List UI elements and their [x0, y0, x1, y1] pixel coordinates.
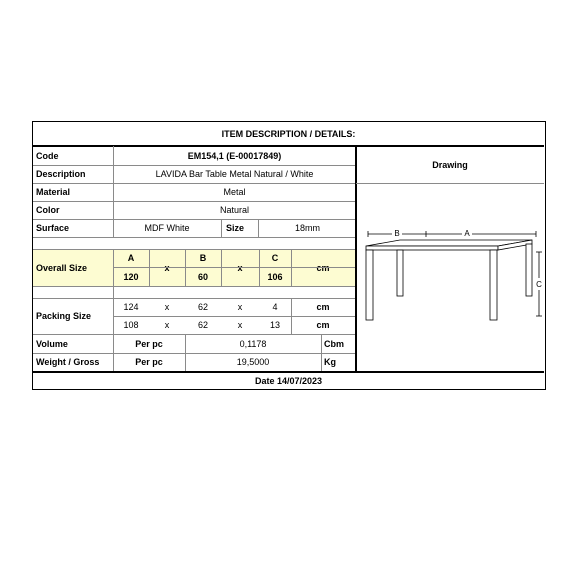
dim-b-header: B — [199, 253, 207, 263]
weight-value: 19,5000 — [236, 357, 270, 367]
box2-a: 108 — [123, 320, 139, 330]
description-value: LAVIDA Bar Table Metal Natural / White — [155, 169, 314, 179]
times-sign: x — [164, 302, 170, 312]
box1-a: 124 — [123, 302, 139, 312]
dim-a-label: A — [464, 229, 470, 238]
surface-value: MDF White — [144, 223, 190, 233]
dim-b-label: B — [394, 229, 400, 238]
times-sign: x — [237, 302, 243, 312]
color-value: Natural — [219, 205, 249, 215]
box2-c: 13 — [269, 320, 280, 330]
size-value: 18mm — [294, 223, 320, 233]
volume-per: Per pc — [135, 339, 163, 349]
dim-c-header: C — [271, 253, 279, 263]
overall-size-label: Overall Size — [36, 262, 88, 273]
volume-label: Volume — [36, 339, 68, 349]
dim-b-value: 60 — [197, 272, 208, 282]
dim-c-value: 106 — [267, 272, 283, 282]
table-top-front-edge — [366, 246, 498, 250]
volume-value: 0,1178 — [239, 339, 267, 349]
description-label: Description — [36, 169, 86, 179]
sheet-title: ITEM DESCRIPTION / DETAILS: — [221, 128, 356, 139]
dim-a-header: A — [127, 253, 135, 263]
date-footer: Date 14/07/2023 — [254, 375, 323, 386]
table-drawing — [356, 184, 544, 370]
box2-b: 62 — [197, 320, 208, 330]
table-leg-back-right — [526, 244, 532, 296]
item-spec-sheet — [32, 121, 546, 390]
color-label: Color — [36, 205, 60, 215]
weight-per: Per pc — [135, 357, 163, 367]
dim-c-label: C — [536, 280, 542, 289]
dim-a-value: 120 — [123, 272, 139, 282]
box2-unit: cm — [316, 320, 330, 330]
times-sign: x — [164, 320, 170, 330]
volume-unit: Cbm — [324, 339, 344, 349]
box1-unit: cm — [316, 302, 330, 312]
code-value: EM154,1 (E-00017849) — [187, 151, 282, 161]
table-leg-back-left — [397, 250, 403, 296]
times-sign: x — [237, 320, 243, 330]
box1-b: 62 — [197, 302, 208, 312]
surface-label: Surface — [36, 223, 70, 233]
material-value: Metal — [223, 187, 246, 197]
box1-c: 4 — [272, 302, 278, 312]
code-label: Code — [36, 151, 59, 161]
table-leg-front-left — [366, 250, 373, 320]
material-label: Material — [36, 187, 71, 197]
drawing-label: Drawing — [432, 160, 468, 170]
weight-label: Weight / Gross — [36, 357, 100, 367]
weight-unit: Kg — [324, 357, 336, 367]
size-label: Size — [226, 223, 245, 233]
table-leg-front-right — [490, 250, 497, 320]
packing-size-label: Packing Size — [36, 311, 92, 321]
